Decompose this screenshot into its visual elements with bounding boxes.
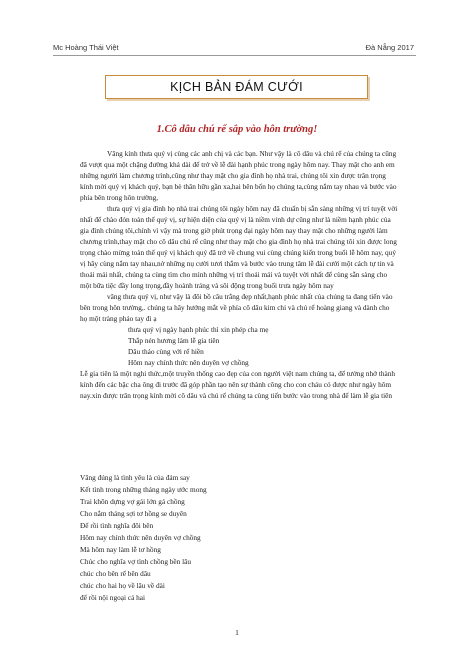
verse-line: chúc cho hai họ về lâu về dài bbox=[80, 581, 165, 590]
document-title: KỊCH BẢN ĐÁM CƯỚI bbox=[170, 80, 303, 94]
verse-line: Mà hôm nay làm lễ tơ hồng bbox=[80, 545, 161, 554]
header-divider bbox=[53, 55, 416, 56]
verse-line: Vâng đúng là tình yêu là của đám say bbox=[80, 473, 190, 482]
poem-line: Thắp nén hương làm lễ gia tiên bbox=[128, 336, 220, 345]
poem-line: thưa quý vị ngày hạnh phúc thì xin phép cha mẹ bbox=[128, 325, 269, 334]
page-number: 1 bbox=[235, 628, 239, 637]
title-box bbox=[105, 75, 368, 99]
verse-line: Cho nắm tháng sợi tơ hồng se duyên bbox=[80, 509, 187, 518]
verse-line: Hôm nay chính thức nên duyên vợ chồng bbox=[80, 533, 201, 542]
paragraph: vâng thưa quý vị, như vậy là đôi bồ câu trắng đẹp nhất,hạnh phúc nhất của chúng ta đang tiến vào bên trong hôn trường,. chúng ta hãy hướng mắt về phía cô dâu kim chi và chú rể hoàng giang và dành cho họ một tràng pháo tay đi ạ bbox=[80, 292, 393, 323]
verse-block bbox=[80, 472, 380, 604]
header-place-year: Đà Nẵng 2017 bbox=[365, 43, 414, 52]
verse-line: chúc cho bên rể bên dâu bbox=[80, 569, 151, 578]
verse-line: Kết tình trong những tháng ngày ước mong bbox=[80, 485, 207, 494]
poem-line: Hôm nay chính thức nên duyên vợ chồng bbox=[128, 358, 249, 367]
closing-paragraph: Lễ gia tiên là một nghi thức,một truyền thống cao đẹp của con người việt nam chúng ta, để tưởng nhớ thành kính đến các bậc cha ông đi trước đã góp phần tạo nên sự thành công cho con cháu có được như ngày hôm nay.xin được trân trọng kính mời cô dâu và chú rể chúng ta cùng tiến bước vào trong nhà để làm lễ gia tiên bbox=[80, 369, 396, 400]
verse-line: Chúc cho nghĩa vợ tình chồng bền lâu bbox=[80, 557, 192, 566]
verse-line: Trai khôn dựng vợ gái lớn gả chồng bbox=[80, 497, 185, 506]
verse-line: để rồi nội ngoại cả hai bbox=[80, 593, 146, 602]
section-heading: 1.Cô dâu chú rể sắp vào hôn trường! bbox=[156, 124, 318, 135]
poem-line: Dâu thảo cùng với rể hiền bbox=[128, 347, 204, 356]
body-text bbox=[80, 148, 398, 401]
verse-line: Để rồi tình nghĩa đôi bên bbox=[80, 521, 154, 530]
paragraph: thưa quý vị gia đình họ nhà trai chúng tôi ngày hôm nay đã chuẩn bị sẵn sàng những vị trí tuyệt vời nhất để chào đón toàn thể quý vị, sự hiện diện của quý vị là niềm vinh dự cũng như là niềm hạnh phúc của gia đình chúng tôi,chính vì vậy mà trong giờ phút trọng đại ngày hôm nay thay mặt cho những người làm chương trình,thay mặt cho cô dâu chú rể cũng như thay mặt cho gia đình họ nhà trai chúng tôi xin được long trọng chào mừng toàn thể quý vị khách quý đã trở về chung vui cùng chúng kiến trong buổi lễ hôm nay, quý vị hãy cùng nắm tay nhau,nở những nụ cười tươi thắm và bước vào trung tâm lễ đài cưới một cách tự tin và thoải mái nhất, chúng ta cùng tìm cho mình những vị trí thoải mái và tuyệt vời nhất để cùng sẵn sàng cho một bữa tiệc đầy long trọng,đầy hoành tráng và sôi động trong buổi trưa ngày hôm nay bbox=[80, 204, 398, 290]
paragraph: Vâng kính thưa quý vị cùng các anh chị và các bạn. Như vậy là cô dâu và chú rể của chúng ta cũng đã vượt qua một chặng đường khá dài để trở về lễ đài hạnh phúc trong ngày hôm nay. Thay mặt cho anh em những người làm chương trình,cũng như thay mặt cho gia đình họ nhà trai, chúng tôi xin được trân trọng kính mời quý vị khách quý, bạn bè thân hữu gần xa,hai bên bốn họ chúng ta,cùng nắm tay nhau và bước vào phía bên trong hôn trường, bbox=[80, 149, 397, 202]
header-emcee-name: Mc Hoàng Thái Việt bbox=[53, 43, 119, 52]
